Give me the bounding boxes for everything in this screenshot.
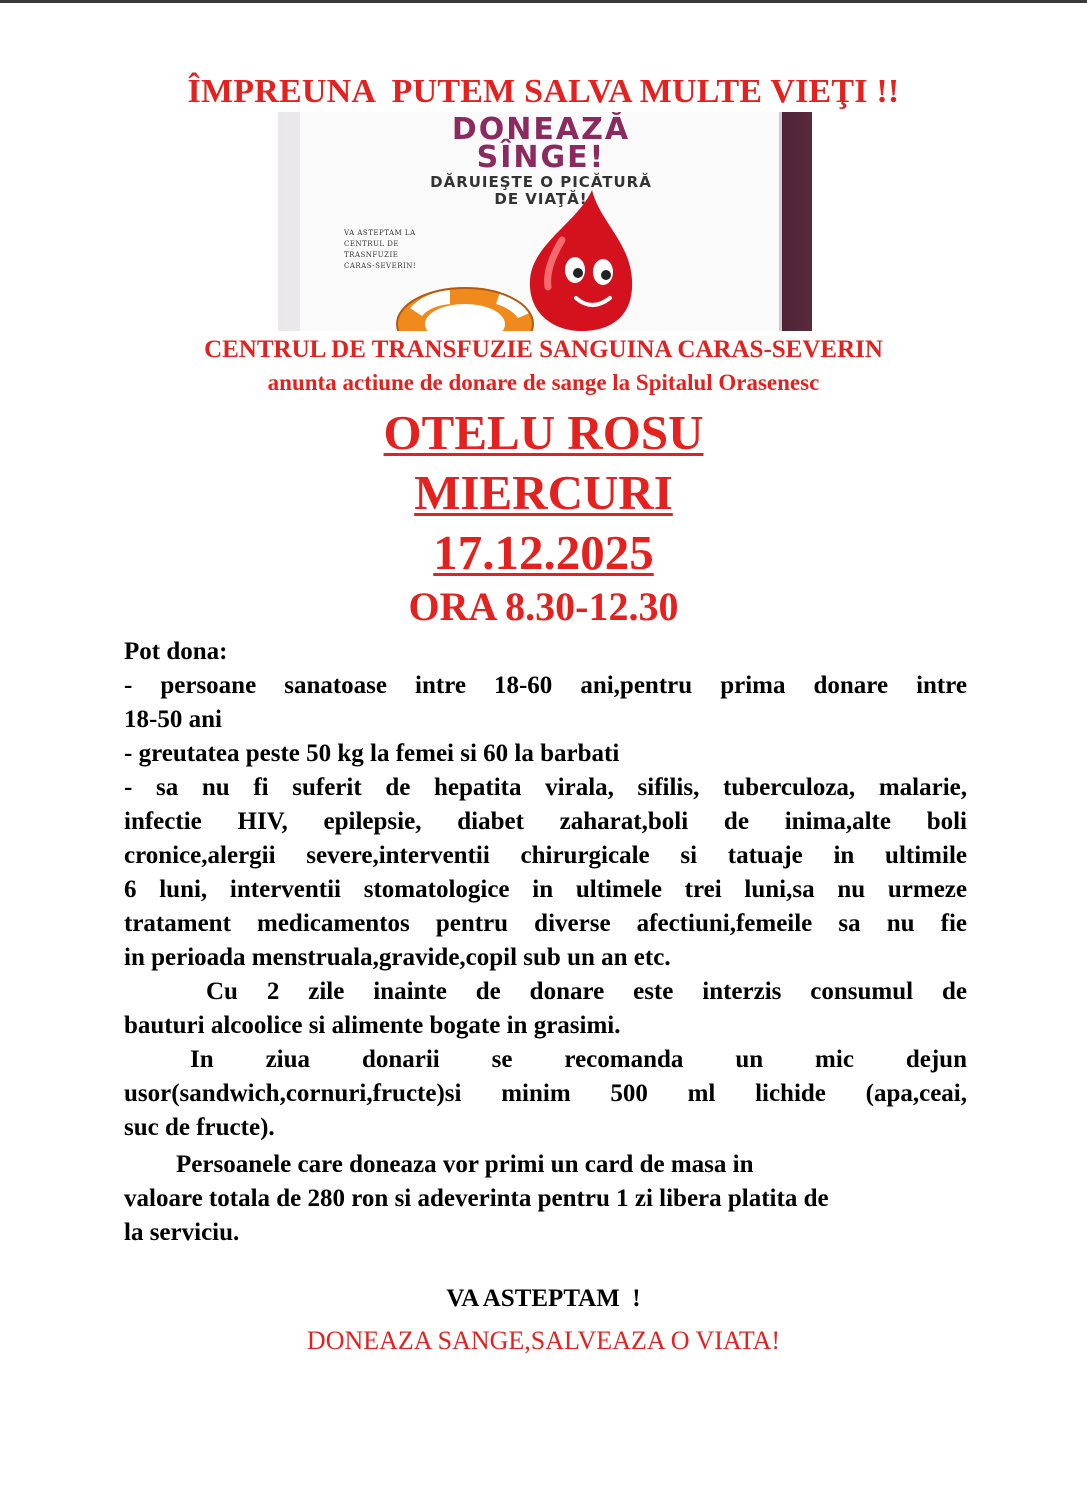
text-line: - persoane sanatoase intre 18-60 ani,pentru prima donare intre [124,672,967,699]
top-border-line [0,0,1087,3]
announcement-text: anunta actiune de donare de sange la Spitalul Orasenesc [267,370,820,395]
text-line: 18-50 ani [124,706,222,733]
poster-title-line1: DONEAZĂ [451,112,631,147]
poster-small-line: VA ASTEPTAM LA [344,229,416,237]
text-line: in perioada menstruala,gravide,copil sub un an etc. [124,944,671,971]
poster-small-line: CARAS-SEVERIN! [344,262,417,270]
eligibility-intro: Pot dona: [124,638,228,665]
paragraph-alcohol [124,975,967,1043]
eligibility-item-conditions [124,771,967,975]
text-line: suc de fructe). [124,1114,275,1141]
poster-title-line2: SÎNGE! [476,140,606,175]
location-title: OTELU ROSU [383,405,704,460]
text-line: cronice,alergii severe,interventii chirurgicale si tatuaje in ultimile [124,842,967,869]
text-line: infectie HIV, epilepsie, diabet zaharat,boli de inima,alte boli [124,808,967,835]
event-date: 17.12.2025 [433,525,654,580]
text-line: tratament medicamentos pentru diverse afectiuni,femeile sa nu fie [124,910,967,937]
poster-small-line: CENTRUL DE [344,240,400,248]
closing-text: VA ASTEPTAM ! [446,1285,641,1312]
eligibility-item-weight: - greutatea peste 50 kg la femei si 60 la barbati [124,740,620,767]
weekday-title: MIERCURI [414,465,673,520]
text-line: usor(sandwich,cornuri,fructe)si minim 500 ml lichide (apa,ceai, [124,1080,967,1107]
text-line: Cu 2 zile inainte de donare este interzis consumul de [206,978,967,1005]
organizer-name: CENTRUL DE TRANSFUZIE SANGUINA CARAS-SEVERIN [204,336,883,363]
life-ring-icon [397,288,533,331]
donation-poster-image [278,112,812,331]
blood-drop-icon [530,190,632,331]
eligibility-item-age [124,669,967,737]
poster-subtitle-line2: DE VIAŢĂ! [494,190,588,208]
poster-subtitle-line1: DĂRUIEŞTE O PICĂTURĂ [430,173,652,191]
poster-card [300,112,782,331]
text-line: 6 luni, interventii stomatologice in ultimele trei luni,sa nu urmeze [124,876,967,903]
blood-drop-mascot-icon [300,112,782,331]
text-line: Persoanele care doneaza vor primi un card de masa in [176,1151,754,1178]
text-line: valoare totala de 280 ron si adeverinta pentru 1 zi libera platita de [124,1185,829,1212]
event-hours: ORA 8.30-12.30 [408,584,679,629]
text-line: bauturi alcoolice si alimente bogate in grasimi. [124,1012,621,1039]
paragraph-benefits [124,1148,967,1250]
text-line: In ziua donarii se recomanda un mic dejun [190,1046,967,1073]
slogan-text: DONEAZA SANGE,SALVEAZA O VIATA! [306,1326,781,1355]
poster-small-line: TRASNFUZIE [344,251,399,259]
text-line: la serviciu. [124,1219,240,1246]
paragraph-breakfast [124,1043,967,1145]
headline: ÎMPREUNA PUTEM SALVA MULTE VIEŢI !! [187,73,900,110]
text-line: - sa nu fi suferit de hepatita virala, sifilis, tuberculoza, malarie, [124,774,967,801]
